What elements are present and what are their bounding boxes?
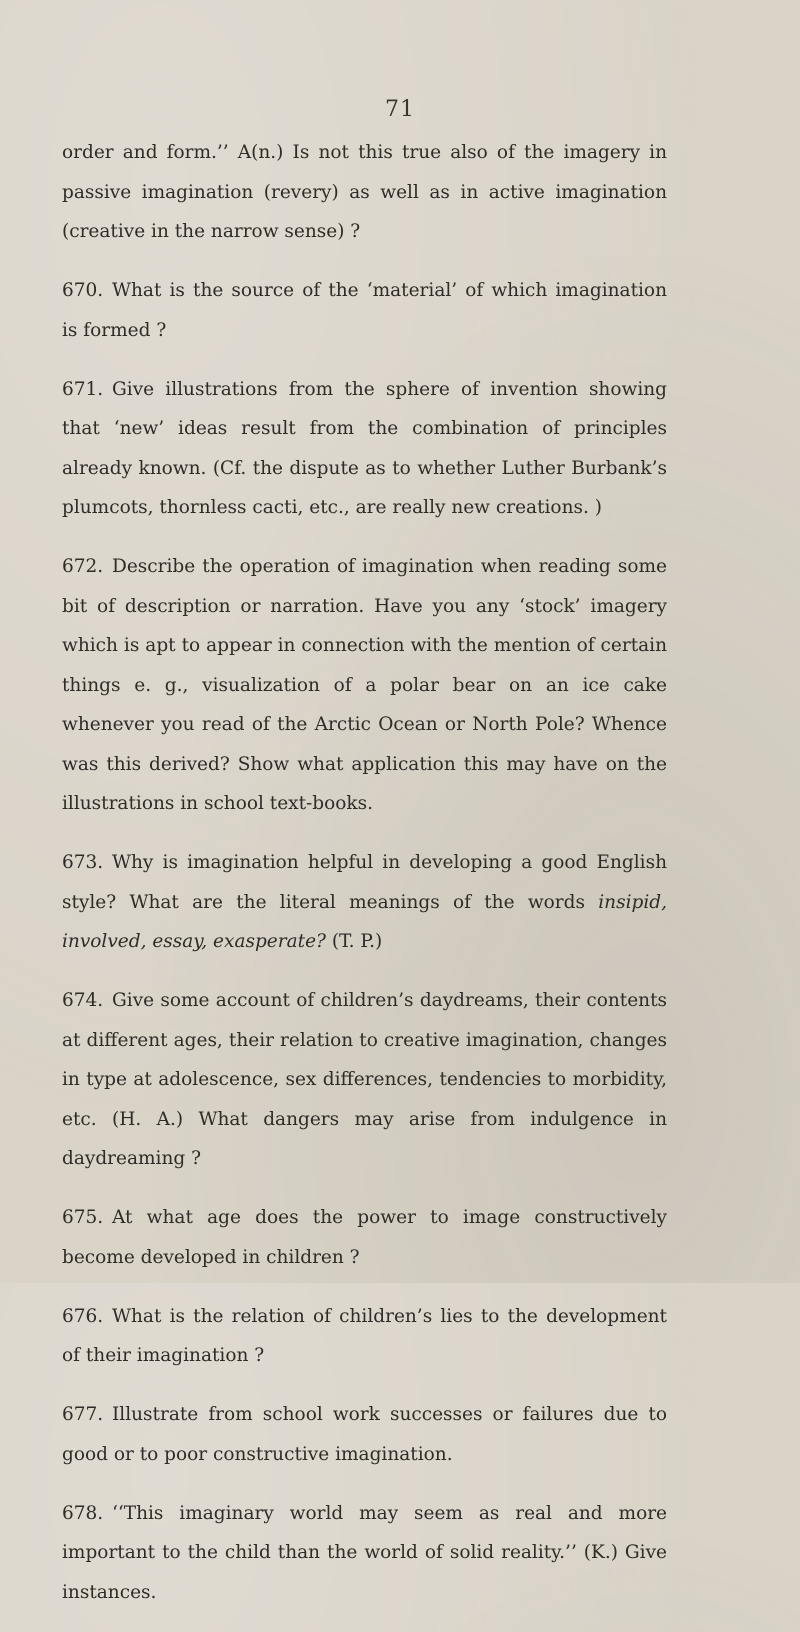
question-number: 677. — [62, 1404, 104, 1425]
question-number: 671. — [62, 378, 104, 400]
question-670 — [62, 271, 667, 350]
question-675 — [62, 1198, 667, 1277]
question-673 — [62, 843, 667, 962]
italic-words: insipid, involved, essay, exasperate? — [62, 891, 667, 952]
page-number: 71 — [385, 97, 415, 122]
paragraph-text: order and form.’’ A(n.) Is not this true also of the imagery in passive imagination (revery) as well as in active imagination (creative in the narrow sense) ? — [62, 142, 667, 242]
question-672 — [62, 547, 667, 824]
question-number: 676. — [62, 1305, 104, 1327]
question-text: Give illustrations from the sphere of invention showing that ‘new’ ideas result from the combination of principles already known. (Cf. the dispute as to whether Luther Burbank’s plumcots, thornless cacti, etc., are really new creations. ) — [62, 378, 667, 518]
question-text: At what age does the power to image constructively become developed in children ? — [62, 1207, 667, 1268]
question-text: Give some account of children’s daydreams, their contents at different ages, their relation to creative imagination, changes in type at adolescence, sex differences, tendencies to morbidity, etc. (H. A.) What dangers may arise from indulgence in daydreaming ? — [62, 990, 667, 1169]
page-body — [62, 133, 667, 1632]
paragraph-continuation — [62, 133, 667, 252]
question-number: 678. — [62, 1502, 104, 1524]
question-number: 670. — [62, 280, 104, 301]
question-text: What is the relation of children’s lies to the development of their imagination ? — [62, 1305, 667, 1366]
question-number: 674. — [62, 990, 104, 1011]
question-number: 675. — [62, 1207, 104, 1228]
question-676 — [62, 1297, 667, 1376]
question-text: Why is imagination helpful in developing a good English style? What are the literal meanings of the words — [62, 852, 667, 913]
question-number: 672. — [62, 556, 104, 577]
question-text: Illustrate from school work successes or failures due to good or to poor constructive imagination. — [62, 1404, 667, 1465]
question-674 — [62, 981, 667, 1179]
question-677 — [62, 1395, 667, 1474]
question-text: Describe the operation of imagination when reading some bit of description or narration. Have you any ‘stock’ imagery which is apt to appear in connection with the mention of certain things e. g., visualization of a polar bear on an ice cake whenever you read of the Arctic Ocean or North Pole? Whence was this derived? Show what application this may have on the illustrations in school text-books. — [62, 556, 667, 814]
question-671 — [62, 370, 667, 528]
question-text: ‘‘This imaginary world may seem as real and more important to the child than the world of solid reality.’’ (K.) Give instances. — [62, 1502, 667, 1603]
question-text: What is the source of the ‘material’ of which imagination is formed ? — [62, 280, 667, 341]
question-number: 673. — [62, 852, 104, 873]
question-678 — [62, 1494, 667, 1613]
question-text-tail: (T. P.) — [325, 931, 383, 952]
